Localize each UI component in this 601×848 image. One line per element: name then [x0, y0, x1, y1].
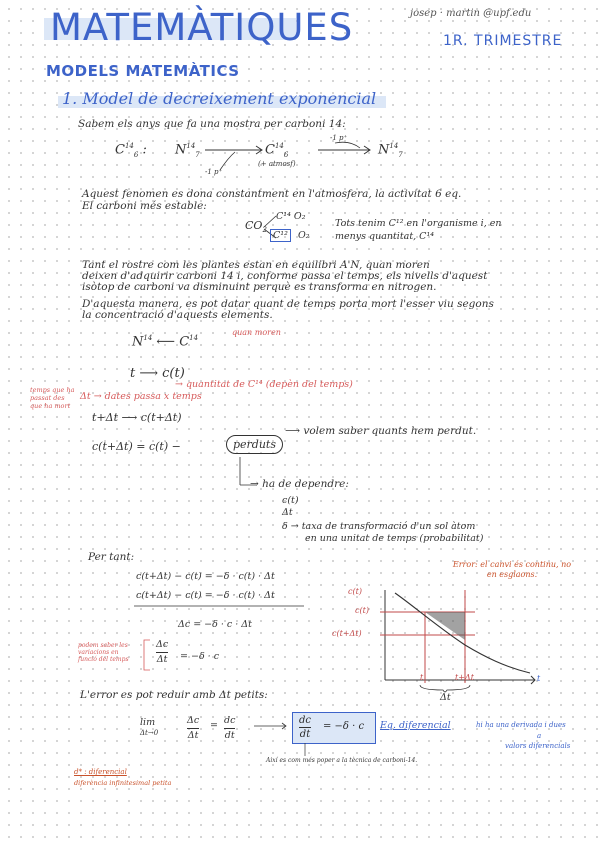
co2-label: $CO_2$	[245, 219, 267, 235]
paragraph1-line1: Aquest fenomen es dona constantment en l'atmosfera, la activitat 6 eq.	[82, 188, 462, 200]
model-perduts: perduts	[226, 435, 283, 454]
subtitle: MODELS MATEMÀTICS	[46, 62, 240, 80]
graph-hatched-area	[425, 612, 465, 640]
co2-note1: Tots tenim C¹² en l'organisme i, en	[335, 218, 502, 229]
model-tdt-line: t+Δt ⟶ c(t+Δt)	[92, 411, 182, 424]
page-title: MATEMÀTIQUES	[50, 6, 354, 49]
model-dep2: Δt	[282, 507, 293, 518]
limit-lim: lim Δt→0	[140, 717, 159, 737]
derivation-bracket	[140, 638, 155, 674]
derivation-side-note: podem saber les variacions en funció del temps	[78, 642, 129, 663]
derivation-eq4-frac: Δc Δt	[156, 639, 169, 665]
paragraph3-line2: la concentració d'aquests elements.	[82, 309, 273, 321]
reaction-n2: $N^{14}_7$	[378, 142, 403, 159]
derivation-por-tant: Per tant:	[88, 551, 135, 563]
reaction-under-c: (+ atmosf)	[258, 160, 296, 168]
graph-y1: c(t)	[355, 606, 369, 615]
graph-x1: t	[420, 673, 424, 682]
graph-y-label: c(t)	[348, 587, 362, 596]
derivation-eq1: c(t+Δt) − c(t) = −δ · c(t) · Δt	[136, 571, 275, 582]
graph-brace	[420, 685, 470, 692]
limit-eq-note: hi ha una derivada i dues	[476, 721, 566, 729]
model-t-note: → quantitat de C¹⁴ (depèn del temps)	[175, 379, 353, 390]
model-delta: δ → taxa de transformació d'un sol àtom	[282, 521, 476, 532]
model-depends: → ha de dependre:	[250, 478, 349, 490]
reaction-n1: $N^{14}_7$	[175, 142, 200, 159]
limit-footnote: Així es com més poper a la tècnica de carboni-14.	[266, 757, 418, 764]
co2-bottom-o: O₂	[298, 230, 310, 241]
limit-intro: L'error es pot reduir amb Δt petits:	[80, 689, 268, 701]
model-dt-line: Δt → dates passa x temps	[80, 391, 202, 402]
decay-graph	[335, 585, 550, 695]
co2-bottom-box: C¹²	[270, 229, 291, 242]
limit-eq-label: Eq. diferencial	[380, 720, 451, 731]
reaction-under-p: -1 p⁺	[205, 168, 223, 176]
section-title: 1. Model de decreixement exponencial	[62, 89, 377, 108]
limit-d-note2: diferència infinitesimal petita	[74, 779, 172, 787]
decay-label: quan moren	[232, 328, 281, 337]
model-balance: c(t+Δt) = c(t) −	[92, 440, 181, 453]
graph-axis-x: t	[537, 674, 541, 683]
decay-equation: $N^{14}$ ⟵ $C^{14}$	[132, 334, 199, 350]
graph-brace-label: Δt	[440, 692, 451, 703]
model-perduts-note: ⟶ volem saber quants hem perdut.	[285, 425, 477, 437]
derivation-eq2-underline	[134, 603, 334, 611]
limit-eq-note3: valors diferencials	[505, 742, 571, 750]
reaction-c: $C^{14}_6$ :	[115, 142, 147, 159]
model-dt-side: temps que ha passat des que ha mort	[30, 386, 75, 410]
derivation-eq4-rhs: = −δ · c	[180, 651, 220, 662]
limit-frac2: dc dt	[224, 715, 236, 741]
intro-line: Sabem els anys que fa una mostra per carboni 14:	[78, 118, 346, 130]
paragraph2-line3: isòtop de carboni va disminuint perquè es transforma en nitrogen.	[82, 281, 437, 293]
graph-y2: c(t+Δt)	[332, 629, 362, 638]
author-email: josep · martin @upf.edu	[410, 8, 532, 19]
reaction-c2: $C^{14}_6$	[265, 142, 289, 159]
model-dep1: c(t)	[282, 495, 299, 506]
limit-eq-sign: =	[210, 720, 218, 731]
paragraph2-line2: deixen d'adquirir carboni 14 i, conforme passa el temps, els nivells d'aquest	[82, 270, 488, 282]
limit-d-note: d* : diferencial	[74, 768, 127, 776]
limit-frac1: Δc Δt	[187, 715, 200, 741]
model-t-line: t ⟶ c(t)	[130, 366, 185, 381]
derivation-error-note: Error: el canvi és continu, no en esglaons.	[452, 560, 572, 579]
paragraph1-line2: El carboni més estable:	[82, 200, 207, 212]
limit-boxed-equation: dc dt = −δ · c	[292, 712, 376, 744]
term-label: 1R. TRIMESTRE	[443, 33, 563, 49]
paragraph3-line1: D'aquesta manera, es pot datar quant de temps porta mort l'esser viu segons	[82, 298, 494, 310]
reaction-arrow-top: -1 p⁺	[330, 134, 348, 142]
co2-note2: menys quantitat, C¹⁴	[335, 231, 435, 242]
derivation-eq3: Δc = −δ · c · Δt	[178, 619, 252, 630]
co2-top: C¹⁴ O₂	[276, 211, 306, 222]
graph-x2: t+Δt	[455, 673, 474, 682]
model-delta2: en una unitat de temps (probabilitat)	[305, 533, 484, 544]
limit-eq-note2: a	[537, 732, 542, 740]
derivation-eq2: c(t+Δt) − c(t) = −δ · c(t) · Δt	[136, 590, 275, 601]
limit-arrow	[252, 720, 292, 732]
paragraph2-line1: Tant el rostre com les plantes estan en equilibri A'N, quan moren	[82, 259, 430, 271]
